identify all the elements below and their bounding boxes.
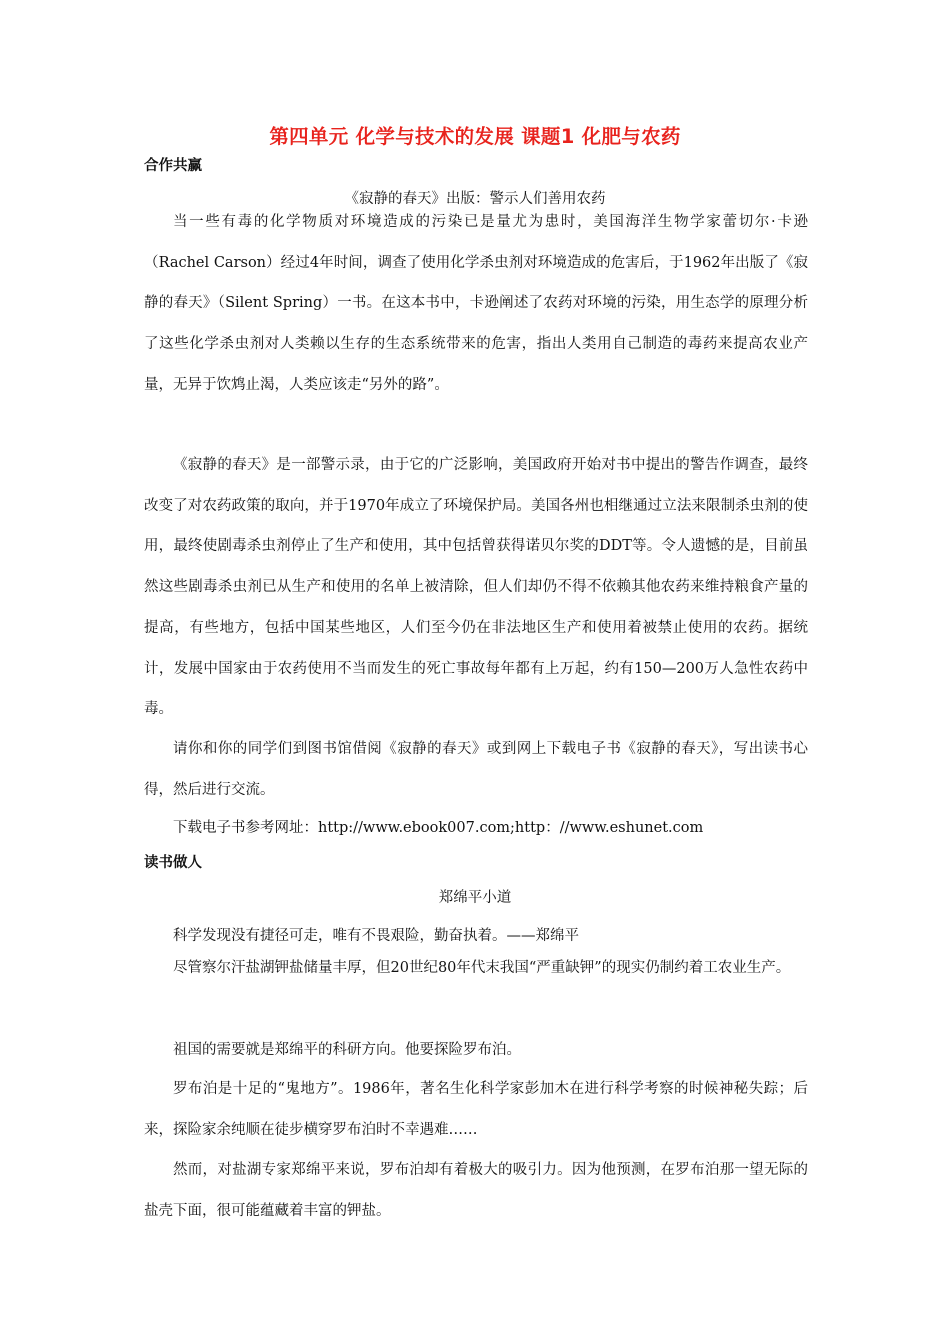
paragraph-silent-spring-1: 当一些有毒的化学物质对环境造成的污染已是量尤为患时，美国海洋生物学家蕾切尔·卡逊（Rachel Carson）经过4年时间，调查了使用化学杀虫剂对环境造成的危害后，于1962年出版了《寂静的春天》（Silent Spring）一书。在这本书中，卡逊阐述了农药对环境的污染，用生态学的原理分析了这些化学杀虫剂对人类赖以生存的生态系统带来的危害，指出人类用自己制造的毒药来提高农业产量，无异于饮鸩止渴，人类应该走“另外的路”。 [144, 214, 808, 393]
article-subtitle-silent-spring: 《寂静的春天》出版：警示人们善用农药 [344, 191, 606, 207]
paragraph-reading-task: 请你和你的同学们到图书馆借阅《寂静的春天》或到网上下载电子书《寂静的春天》，写出读书心得，然后进行交流。 [144, 741, 808, 798]
paragraph-zheng-1: 尽管察尔汗盐湖钾盐储量丰厚，但20世纪80年代末我国“严重缺钾”的现实仍制约着工农业生产。 [173, 960, 791, 976]
download-url-line: 下载电子书参考网址：http://www.ebook007.com;http：//www.eshunet.com [173, 820, 704, 836]
paragraph-silent-spring-2: 《寂静的春天》是一部警示录，由于它的广泛影响，美国政府开始对书中提出的警告作调查，最终改变了对农药政策的取向，并于1970年成立了环境保护局。美国各州也相继通过立法来限制杀虫剂的使用，最终使剧毒杀虫剂停止了生产和使用，其中包括曾获得诺贝尔奖的DDT等。令人遗憾的是，目前虽然这些剧毒杀虫剂已从生产和使用的名单上被清除，但人们却仍不得不依赖其他农药来维持粮食产量的提高，有些地方，包括中国某些地区，人们至今仍在非法地区生产和使用着被禁止使用的农药。据统计，发展中国家由于农药使用不当而发生的死亡事故每年都有上万起，约有150—200万人急性农药中毒。 [144, 457, 808, 718]
section-heading-cooperation: 合作共赢 [144, 158, 202, 174]
quote-line: 科学发现没有捷径可走，唯有不畏艰险，勤奋执着。——郑绵平 [173, 928, 579, 944]
paragraph-zheng-2: 祖国的需要就是郑绵平的科研方向。他要探险罗布泊。 [173, 1042, 521, 1058]
paragraph-zheng-3: 罗布泊是十足的“鬼地方”。1986年，著名生化科学家彭加木在进行科学考察的时候神秘失踪；后来，探险家余纯顺在徒步横穿罗布泊时不幸遇难…… [144, 1081, 808, 1138]
section-heading-reading: 读书做人 [144, 855, 202, 871]
article-subtitle-zheng: 郑绵平小道 [438, 890, 512, 906]
paragraph-zheng-4: 然而，对盐湖专家郑绵平来说，罗布泊却有着极大的吸引力。因为他预测，在罗布泊那一望无际的盐壳下面，很可能蕴藏着丰富的钾盐。 [144, 1162, 808, 1219]
page-title: 第四单元 化学与技术的发展 课题1 化肥与农药 [269, 125, 681, 148]
